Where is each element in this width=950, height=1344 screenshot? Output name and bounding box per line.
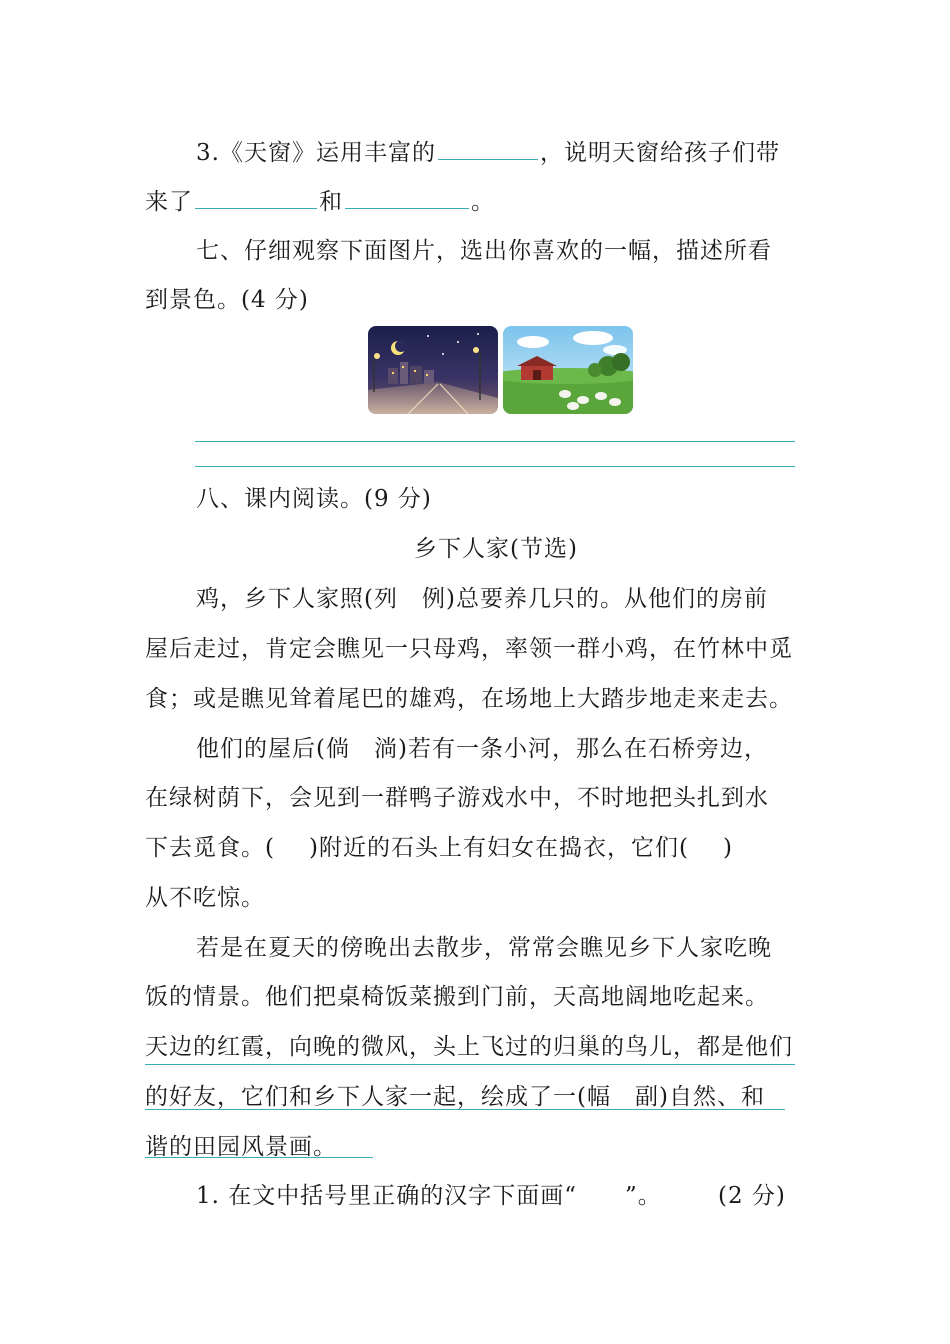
answer-line-1[interactable] bbox=[195, 441, 795, 442]
p3-line4: 的好友，它们和乡下人家一起，绘成了一(幅 副)自然、和 bbox=[145, 1084, 765, 1110]
q3-blank-3[interactable] bbox=[345, 186, 469, 209]
q1-text: 1. 在文中括号里正确的汉字下面画“ ”。 bbox=[196, 1183, 662, 1209]
p3-line2: 饭的情景。他们把桌椅饭菜搬到门前，天高地阔地吃起来。 bbox=[145, 984, 769, 1010]
p3-line1: 若是在夏天的傍晚出去散步，常常会瞧见乡下人家吃晚 bbox=[196, 935, 772, 961]
sec8-heading: 八、课内阅读。(9 分) bbox=[196, 486, 432, 512]
sentence-underline-1 bbox=[145, 1064, 795, 1065]
p2-line3-b: )附近的石头上有妇女在捣衣，它们( bbox=[308, 835, 689, 861]
p2-line1: 他们的屋后(倘 淌)若有一条小河，那么在石桥旁边， bbox=[196, 736, 768, 762]
q3-text-e: 。 bbox=[471, 189, 495, 215]
night-street-illustration bbox=[368, 326, 498, 414]
sec7-line2: 到景色。(4 分) bbox=[145, 287, 309, 313]
q3-text-c: 来了 bbox=[145, 189, 193, 215]
passage-title: 乡下人家(节选) bbox=[414, 536, 578, 562]
q3-line2 bbox=[145, 186, 495, 217]
night-street-image[interactable] bbox=[368, 326, 498, 414]
farm-sheep-illustration bbox=[503, 326, 633, 414]
p1-line1: 鸡，乡下人家照(列 例)总要养几只的。从他们的房前 bbox=[196, 586, 768, 612]
q1-score: (2 分) bbox=[718, 1183, 786, 1209]
q3-text-b: ，说明天窗给孩子们带 bbox=[539, 140, 780, 166]
p2-line4: 从不吃惊。 bbox=[145, 885, 265, 911]
farm-sheep-image[interactable] bbox=[503, 326, 633, 414]
p2-line3-c: ) bbox=[722, 835, 733, 861]
p3-line3: 天边的红霞，向晚的微风，头上飞过的归巢的鸟儿，都是他们 bbox=[145, 1034, 793, 1060]
q3-blank-2[interactable] bbox=[195, 186, 317, 209]
answer-line-2[interactable] bbox=[195, 466, 795, 467]
p2-line2: 在绿树荫下，会见到一群鸭子游戏水中，不时地把头扎到水 bbox=[145, 785, 769, 811]
p2-line3-a: 下去觅食。( bbox=[145, 835, 275, 861]
p3-line5: 谐的田园风景画。 bbox=[145, 1134, 337, 1160]
sentence-underline-3 bbox=[145, 1157, 373, 1158]
q3-blank-1[interactable] bbox=[438, 137, 538, 160]
p2-line3 bbox=[145, 833, 733, 863]
sentence-underline-2 bbox=[145, 1109, 785, 1110]
q3-line1 bbox=[196, 137, 780, 168]
q3-text-d: 和 bbox=[319, 189, 343, 215]
sec7-line1: 七、仔细观察下面图片，选出你喜欢的一幅，描述所看 bbox=[196, 238, 772, 264]
p1-line2: 屋后走过，肯定会瞧见一只母鸡，率领一群小鸡，在竹林中觅 bbox=[145, 636, 793, 662]
p1-line3: 食；或是瞧见耸着尾巴的雄鸡，在场地上大踏步地走来走去。 bbox=[145, 686, 793, 712]
q3-text-a: 3.《天窗》运用丰富的 bbox=[196, 140, 436, 166]
